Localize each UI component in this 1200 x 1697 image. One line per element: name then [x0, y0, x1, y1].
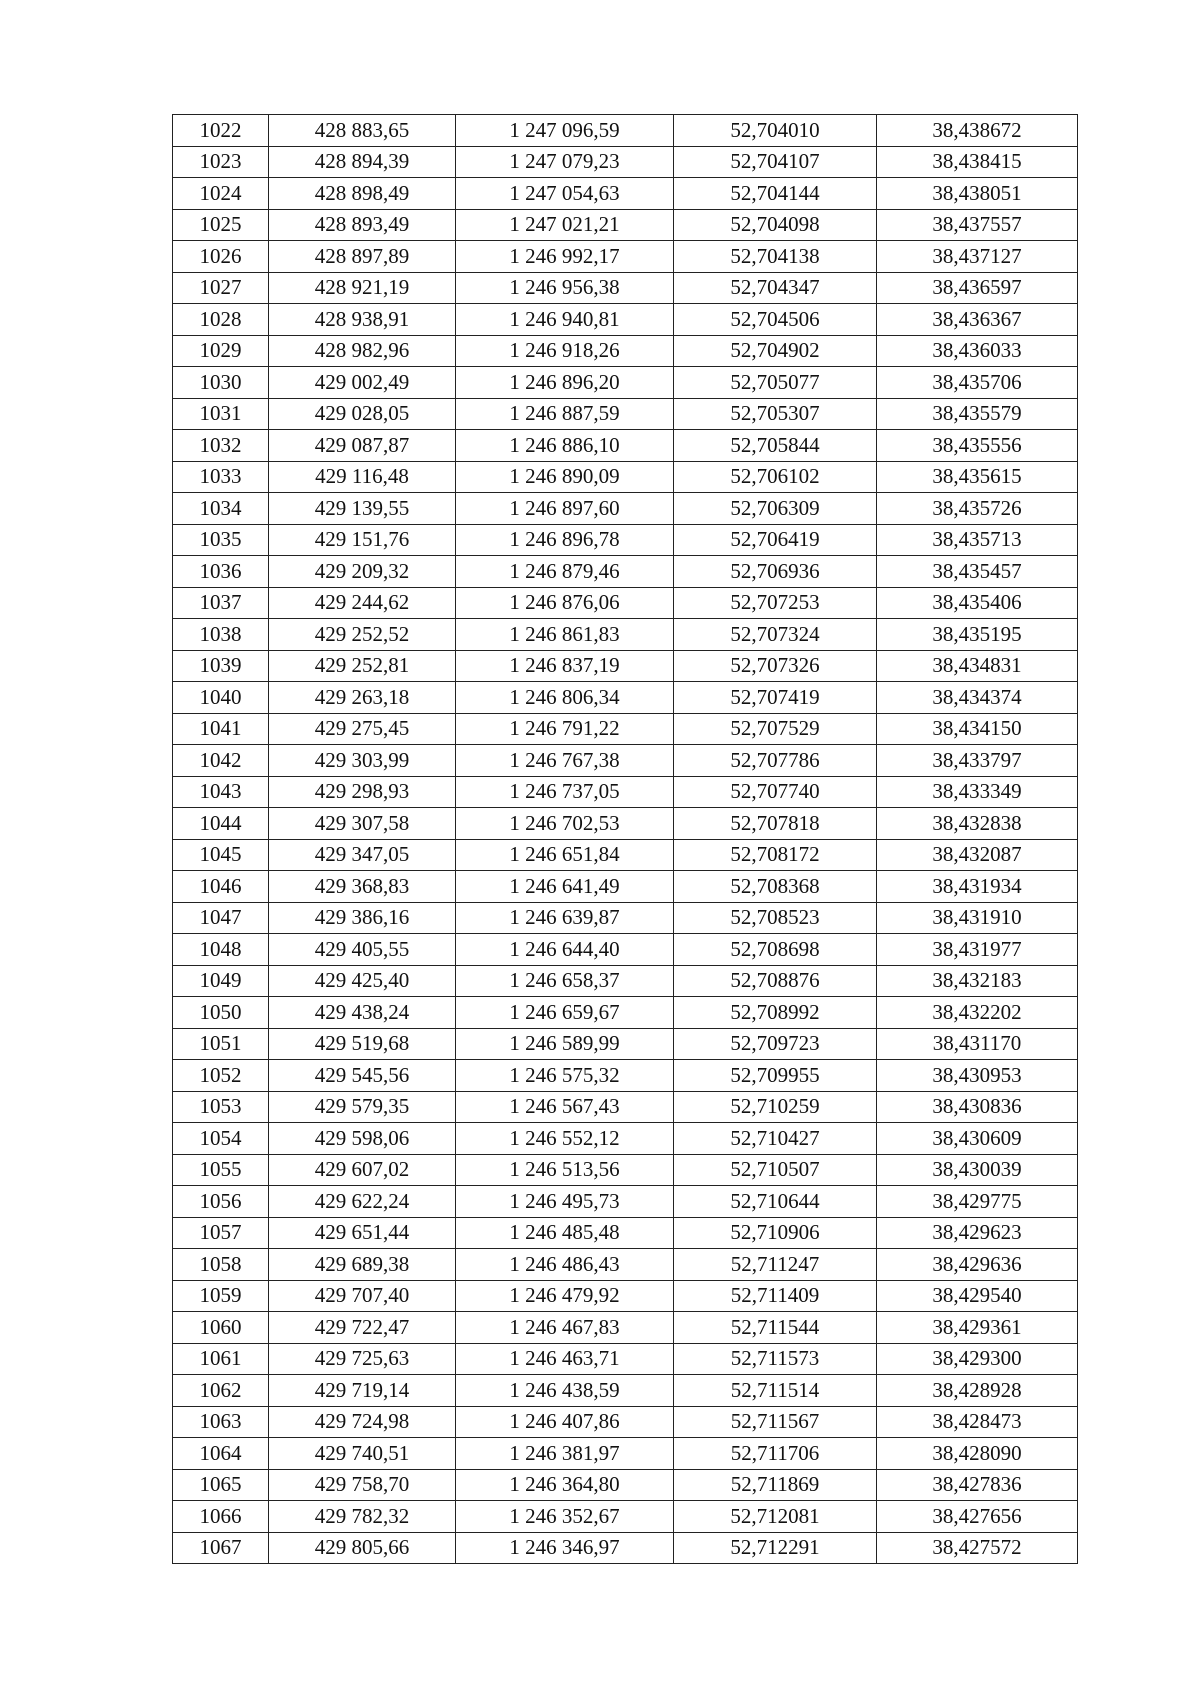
y-coordinate-cell: 1 246 364,80 [456, 1469, 674, 1501]
table-row [173, 965, 1078, 997]
table-row [173, 241, 1078, 273]
x-coordinate-cell: 428 893,49 [269, 209, 456, 241]
x-coordinate-cell: 429 707,40 [269, 1280, 456, 1312]
point-number-cell: 1031 [173, 398, 269, 430]
x-coordinate-cell: 429 275,45 [269, 713, 456, 745]
point-number-cell: 1055 [173, 1154, 269, 1186]
longitude-cell: 38,438672 [877, 115, 1078, 147]
table-row [173, 1469, 1078, 1501]
x-coordinate-cell: 429 298,93 [269, 776, 456, 808]
point-number-cell: 1043 [173, 776, 269, 808]
latitude-cell: 52,711544 [674, 1312, 877, 1344]
x-coordinate-cell: 429 724,98 [269, 1406, 456, 1438]
point-number-cell: 1058 [173, 1249, 269, 1281]
table-row [173, 430, 1078, 462]
table-row [173, 367, 1078, 399]
longitude-cell: 38,435713 [877, 524, 1078, 556]
y-coordinate-cell: 1 246 837,19 [456, 650, 674, 682]
longitude-cell: 38,435726 [877, 493, 1078, 525]
x-coordinate-cell: 429 725,63 [269, 1343, 456, 1375]
latitude-cell: 52,711247 [674, 1249, 877, 1281]
table-row [173, 209, 1078, 241]
table-row [173, 1028, 1078, 1060]
table-row [173, 178, 1078, 210]
x-coordinate-cell: 429 347,05 [269, 839, 456, 871]
x-coordinate-cell: 429 252,81 [269, 650, 456, 682]
table-row [173, 745, 1078, 777]
y-coordinate-cell: 1 246 346,97 [456, 1532, 674, 1564]
x-coordinate-cell: 429 087,87 [269, 430, 456, 462]
longitude-cell: 38,429300 [877, 1343, 1078, 1375]
table-row [173, 1154, 1078, 1186]
latitude-cell: 52,708992 [674, 997, 877, 1029]
x-coordinate-cell: 429 719,14 [269, 1375, 456, 1407]
y-coordinate-cell: 1 246 575,32 [456, 1060, 674, 1092]
longitude-cell: 38,430953 [877, 1060, 1078, 1092]
table-row [173, 1123, 1078, 1155]
y-coordinate-cell: 1 246 644,40 [456, 934, 674, 966]
y-coordinate-cell: 1 246 381,97 [456, 1438, 674, 1470]
table-row [173, 1375, 1078, 1407]
y-coordinate-cell: 1 246 407,86 [456, 1406, 674, 1438]
table-row [173, 1438, 1078, 1470]
coordinate-table-body [173, 115, 1078, 1564]
y-coordinate-cell: 1 246 890,09 [456, 461, 674, 493]
y-coordinate-cell: 1 246 896,20 [456, 367, 674, 399]
longitude-cell: 38,436597 [877, 272, 1078, 304]
longitude-cell: 38,437127 [877, 241, 1078, 273]
table-row [173, 808, 1078, 840]
point-number-cell: 1066 [173, 1501, 269, 1533]
x-coordinate-cell: 429 758,70 [269, 1469, 456, 1501]
point-number-cell: 1065 [173, 1469, 269, 1501]
y-coordinate-cell: 1 246 567,43 [456, 1091, 674, 1123]
y-coordinate-cell: 1 246 495,73 [456, 1186, 674, 1218]
table-row [173, 146, 1078, 178]
longitude-cell: 38,435615 [877, 461, 1078, 493]
x-coordinate-cell: 429 545,56 [269, 1060, 456, 1092]
x-coordinate-cell: 429 405,55 [269, 934, 456, 966]
y-coordinate-cell: 1 246 876,06 [456, 587, 674, 619]
longitude-cell: 38,431934 [877, 871, 1078, 903]
table-row [173, 587, 1078, 619]
longitude-cell: 38,435457 [877, 556, 1078, 588]
latitude-cell: 52,704902 [674, 335, 877, 367]
y-coordinate-cell: 1 246 879,46 [456, 556, 674, 588]
latitude-cell: 52,711409 [674, 1280, 877, 1312]
y-coordinate-cell: 1 246 896,78 [456, 524, 674, 556]
point-number-cell: 1030 [173, 367, 269, 399]
longitude-cell: 38,435195 [877, 619, 1078, 651]
latitude-cell: 52,704098 [674, 209, 877, 241]
longitude-cell: 38,432087 [877, 839, 1078, 871]
point-number-cell: 1036 [173, 556, 269, 588]
y-coordinate-cell: 1 246 887,59 [456, 398, 674, 430]
x-coordinate-cell: 429 252,52 [269, 619, 456, 651]
y-coordinate-cell: 1 246 513,56 [456, 1154, 674, 1186]
table-row [173, 902, 1078, 934]
latitude-cell: 52,709723 [674, 1028, 877, 1060]
longitude-cell: 38,436367 [877, 304, 1078, 336]
coordinate-table [172, 114, 1078, 1564]
x-coordinate-cell: 429 139,55 [269, 493, 456, 525]
longitude-cell: 38,431977 [877, 934, 1078, 966]
x-coordinate-cell: 428 982,96 [269, 335, 456, 367]
table-row [173, 1406, 1078, 1438]
latitude-cell: 52,711706 [674, 1438, 877, 1470]
x-coordinate-cell: 429 307,58 [269, 808, 456, 840]
latitude-cell: 52,704138 [674, 241, 877, 273]
longitude-cell: 38,432183 [877, 965, 1078, 997]
table-row [173, 1501, 1078, 1533]
table-row [173, 304, 1078, 336]
longitude-cell: 38,432202 [877, 997, 1078, 1029]
point-number-cell: 1026 [173, 241, 269, 273]
latitude-cell: 52,708698 [674, 934, 877, 966]
latitude-cell: 52,711514 [674, 1375, 877, 1407]
latitude-cell: 52,705844 [674, 430, 877, 462]
point-number-cell: 1048 [173, 934, 269, 966]
point-number-cell: 1054 [173, 1123, 269, 1155]
latitude-cell: 52,712081 [674, 1501, 877, 1533]
x-coordinate-cell: 429 151,76 [269, 524, 456, 556]
latitude-cell: 52,708876 [674, 965, 877, 997]
longitude-cell: 38,432838 [877, 808, 1078, 840]
point-number-cell: 1032 [173, 430, 269, 462]
y-coordinate-cell: 1 246 641,49 [456, 871, 674, 903]
latitude-cell: 52,710507 [674, 1154, 877, 1186]
latitude-cell: 52,708368 [674, 871, 877, 903]
x-coordinate-cell: 429 425,40 [269, 965, 456, 997]
x-coordinate-cell: 429 438,24 [269, 997, 456, 1029]
x-coordinate-cell: 428 921,19 [269, 272, 456, 304]
table-row [173, 713, 1078, 745]
x-coordinate-cell: 429 579,35 [269, 1091, 456, 1123]
longitude-cell: 38,436033 [877, 335, 1078, 367]
table-row [173, 1217, 1078, 1249]
x-coordinate-cell: 429 782,32 [269, 1501, 456, 1533]
table-row [173, 493, 1078, 525]
longitude-cell: 38,430039 [877, 1154, 1078, 1186]
y-coordinate-cell: 1 246 897,60 [456, 493, 674, 525]
y-coordinate-cell: 1 246 485,48 [456, 1217, 674, 1249]
longitude-cell: 38,429775 [877, 1186, 1078, 1218]
table-row [173, 115, 1078, 147]
y-coordinate-cell: 1 247 079,23 [456, 146, 674, 178]
latitude-cell: 52,711567 [674, 1406, 877, 1438]
latitude-cell: 52,707326 [674, 650, 877, 682]
longitude-cell: 38,429636 [877, 1249, 1078, 1281]
longitude-cell: 38,428928 [877, 1375, 1078, 1407]
table-row [173, 1343, 1078, 1375]
table-row [173, 997, 1078, 1029]
point-number-cell: 1038 [173, 619, 269, 651]
y-coordinate-cell: 1 246 767,38 [456, 745, 674, 777]
longitude-cell: 38,430609 [877, 1123, 1078, 1155]
longitude-cell: 38,438051 [877, 178, 1078, 210]
point-number-cell: 1037 [173, 587, 269, 619]
longitude-cell: 38,429623 [877, 1217, 1078, 1249]
x-coordinate-cell: 428 897,89 [269, 241, 456, 273]
table-row [173, 335, 1078, 367]
point-number-cell: 1053 [173, 1091, 269, 1123]
latitude-cell: 52,704010 [674, 115, 877, 147]
table-row [173, 1249, 1078, 1281]
latitude-cell: 52,705307 [674, 398, 877, 430]
table-row [173, 934, 1078, 966]
x-coordinate-cell: 429 028,05 [269, 398, 456, 430]
x-coordinate-cell: 429 303,99 [269, 745, 456, 777]
point-number-cell: 1063 [173, 1406, 269, 1438]
latitude-cell: 52,707419 [674, 682, 877, 714]
longitude-cell: 38,430836 [877, 1091, 1078, 1123]
y-coordinate-cell: 1 246 658,37 [456, 965, 674, 997]
point-number-cell: 1023 [173, 146, 269, 178]
longitude-cell: 38,434374 [877, 682, 1078, 714]
longitude-cell: 38,435556 [877, 430, 1078, 462]
y-coordinate-cell: 1 246 861,83 [456, 619, 674, 651]
latitude-cell: 52,705077 [674, 367, 877, 399]
x-coordinate-cell: 429 689,38 [269, 1249, 456, 1281]
latitude-cell: 52,706936 [674, 556, 877, 588]
latitude-cell: 52,706102 [674, 461, 877, 493]
point-number-cell: 1024 [173, 178, 269, 210]
latitude-cell: 52,710644 [674, 1186, 877, 1218]
point-number-cell: 1056 [173, 1186, 269, 1218]
latitude-cell: 52,706309 [674, 493, 877, 525]
x-coordinate-cell: 429 519,68 [269, 1028, 456, 1060]
latitude-cell: 52,708172 [674, 839, 877, 871]
y-coordinate-cell: 1 246 467,83 [456, 1312, 674, 1344]
point-number-cell: 1028 [173, 304, 269, 336]
x-coordinate-cell: 428 938,91 [269, 304, 456, 336]
point-number-cell: 1040 [173, 682, 269, 714]
point-number-cell: 1064 [173, 1438, 269, 1470]
table-row [173, 1060, 1078, 1092]
latitude-cell: 52,704347 [674, 272, 877, 304]
y-coordinate-cell: 1 247 096,59 [456, 115, 674, 147]
point-number-cell: 1051 [173, 1028, 269, 1060]
y-coordinate-cell: 1 246 806,34 [456, 682, 674, 714]
table-row [173, 650, 1078, 682]
y-coordinate-cell: 1 246 486,43 [456, 1249, 674, 1281]
longitude-cell: 38,435579 [877, 398, 1078, 430]
longitude-cell: 38,427572 [877, 1532, 1078, 1564]
y-coordinate-cell: 1 247 054,63 [456, 178, 674, 210]
point-number-cell: 1059 [173, 1280, 269, 1312]
latitude-cell: 52,707818 [674, 808, 877, 840]
y-coordinate-cell: 1 246 479,92 [456, 1280, 674, 1312]
y-coordinate-cell: 1 246 956,38 [456, 272, 674, 304]
point-number-cell: 1042 [173, 745, 269, 777]
longitude-cell: 38,428473 [877, 1406, 1078, 1438]
point-number-cell: 1061 [173, 1343, 269, 1375]
table-row [173, 776, 1078, 808]
longitude-cell: 38,435406 [877, 587, 1078, 619]
y-coordinate-cell: 1 246 552,12 [456, 1123, 674, 1155]
y-coordinate-cell: 1 246 886,10 [456, 430, 674, 462]
x-coordinate-cell: 429 598,06 [269, 1123, 456, 1155]
point-number-cell: 1035 [173, 524, 269, 556]
y-coordinate-cell: 1 246 737,05 [456, 776, 674, 808]
point-number-cell: 1034 [173, 493, 269, 525]
x-coordinate-cell: 428 898,49 [269, 178, 456, 210]
x-coordinate-cell: 429 002,49 [269, 367, 456, 399]
table-row [173, 1186, 1078, 1218]
point-number-cell: 1049 [173, 965, 269, 997]
x-coordinate-cell: 429 622,24 [269, 1186, 456, 1218]
point-number-cell: 1022 [173, 115, 269, 147]
latitude-cell: 52,711869 [674, 1469, 877, 1501]
y-coordinate-cell: 1 246 659,67 [456, 997, 674, 1029]
x-coordinate-cell: 429 209,32 [269, 556, 456, 588]
latitude-cell: 52,704144 [674, 178, 877, 210]
latitude-cell: 52,712291 [674, 1532, 877, 1564]
latitude-cell: 52,707253 [674, 587, 877, 619]
x-coordinate-cell: 429 651,44 [269, 1217, 456, 1249]
y-coordinate-cell: 1 246 639,87 [456, 902, 674, 934]
longitude-cell: 38,438415 [877, 146, 1078, 178]
longitude-cell: 38,427656 [877, 1501, 1078, 1533]
y-coordinate-cell: 1 246 702,53 [456, 808, 674, 840]
table-row [173, 871, 1078, 903]
latitude-cell: 52,710427 [674, 1123, 877, 1155]
x-coordinate-cell: 429 116,48 [269, 461, 456, 493]
y-coordinate-cell: 1 246 463,71 [456, 1343, 674, 1375]
longitude-cell: 38,427836 [877, 1469, 1078, 1501]
table-row [173, 524, 1078, 556]
x-coordinate-cell: 428 883,65 [269, 115, 456, 147]
point-number-cell: 1029 [173, 335, 269, 367]
longitude-cell: 38,431910 [877, 902, 1078, 934]
latitude-cell: 52,711573 [674, 1343, 877, 1375]
point-number-cell: 1050 [173, 997, 269, 1029]
point-number-cell: 1041 [173, 713, 269, 745]
table-row [173, 839, 1078, 871]
point-number-cell: 1062 [173, 1375, 269, 1407]
x-coordinate-cell: 429 722,47 [269, 1312, 456, 1344]
y-coordinate-cell: 1 247 021,21 [456, 209, 674, 241]
y-coordinate-cell: 1 246 940,81 [456, 304, 674, 336]
longitude-cell: 38,435706 [877, 367, 1078, 399]
x-coordinate-cell: 429 740,51 [269, 1438, 456, 1470]
point-number-cell: 1046 [173, 871, 269, 903]
point-number-cell: 1033 [173, 461, 269, 493]
latitude-cell: 52,704107 [674, 146, 877, 178]
longitude-cell: 38,433797 [877, 745, 1078, 777]
point-number-cell: 1060 [173, 1312, 269, 1344]
longitude-cell: 38,428090 [877, 1438, 1078, 1470]
table-row [173, 398, 1078, 430]
latitude-cell: 52,708523 [674, 902, 877, 934]
point-number-cell: 1044 [173, 808, 269, 840]
table-row [173, 682, 1078, 714]
y-coordinate-cell: 1 246 791,22 [456, 713, 674, 745]
y-coordinate-cell: 1 246 992,17 [456, 241, 674, 273]
y-coordinate-cell: 1 246 589,99 [456, 1028, 674, 1060]
y-coordinate-cell: 1 246 651,84 [456, 839, 674, 871]
point-number-cell: 1025 [173, 209, 269, 241]
latitude-cell: 52,710906 [674, 1217, 877, 1249]
longitude-cell: 38,431170 [877, 1028, 1078, 1060]
table-row [173, 1091, 1078, 1123]
point-number-cell: 1027 [173, 272, 269, 304]
table-row [173, 556, 1078, 588]
latitude-cell: 52,707786 [674, 745, 877, 777]
latitude-cell: 52,707740 [674, 776, 877, 808]
table-row [173, 619, 1078, 651]
x-coordinate-cell: 429 386,16 [269, 902, 456, 934]
latitude-cell: 52,710259 [674, 1091, 877, 1123]
y-coordinate-cell: 1 246 438,59 [456, 1375, 674, 1407]
point-number-cell: 1052 [173, 1060, 269, 1092]
y-coordinate-cell: 1 246 352,67 [456, 1501, 674, 1533]
latitude-cell: 52,709955 [674, 1060, 877, 1092]
x-coordinate-cell: 429 244,62 [269, 587, 456, 619]
x-coordinate-cell: 429 607,02 [269, 1154, 456, 1186]
point-number-cell: 1067 [173, 1532, 269, 1564]
table-row [173, 1280, 1078, 1312]
table-row [173, 1312, 1078, 1344]
latitude-cell: 52,707529 [674, 713, 877, 745]
latitude-cell: 52,704506 [674, 304, 877, 336]
latitude-cell: 52,706419 [674, 524, 877, 556]
longitude-cell: 38,437557 [877, 209, 1078, 241]
longitude-cell: 38,429540 [877, 1280, 1078, 1312]
latitude-cell: 52,707324 [674, 619, 877, 651]
table-row [173, 272, 1078, 304]
longitude-cell: 38,434831 [877, 650, 1078, 682]
point-number-cell: 1039 [173, 650, 269, 682]
x-coordinate-cell: 428 894,39 [269, 146, 456, 178]
table-row [173, 461, 1078, 493]
point-number-cell: 1045 [173, 839, 269, 871]
longitude-cell: 38,433349 [877, 776, 1078, 808]
point-number-cell: 1047 [173, 902, 269, 934]
x-coordinate-cell: 429 805,66 [269, 1532, 456, 1564]
longitude-cell: 38,429361 [877, 1312, 1078, 1344]
x-coordinate-cell: 429 263,18 [269, 682, 456, 714]
x-coordinate-cell: 429 368,83 [269, 871, 456, 903]
y-coordinate-cell: 1 246 918,26 [456, 335, 674, 367]
point-number-cell: 1057 [173, 1217, 269, 1249]
longitude-cell: 38,434150 [877, 713, 1078, 745]
table-row [173, 1532, 1078, 1564]
